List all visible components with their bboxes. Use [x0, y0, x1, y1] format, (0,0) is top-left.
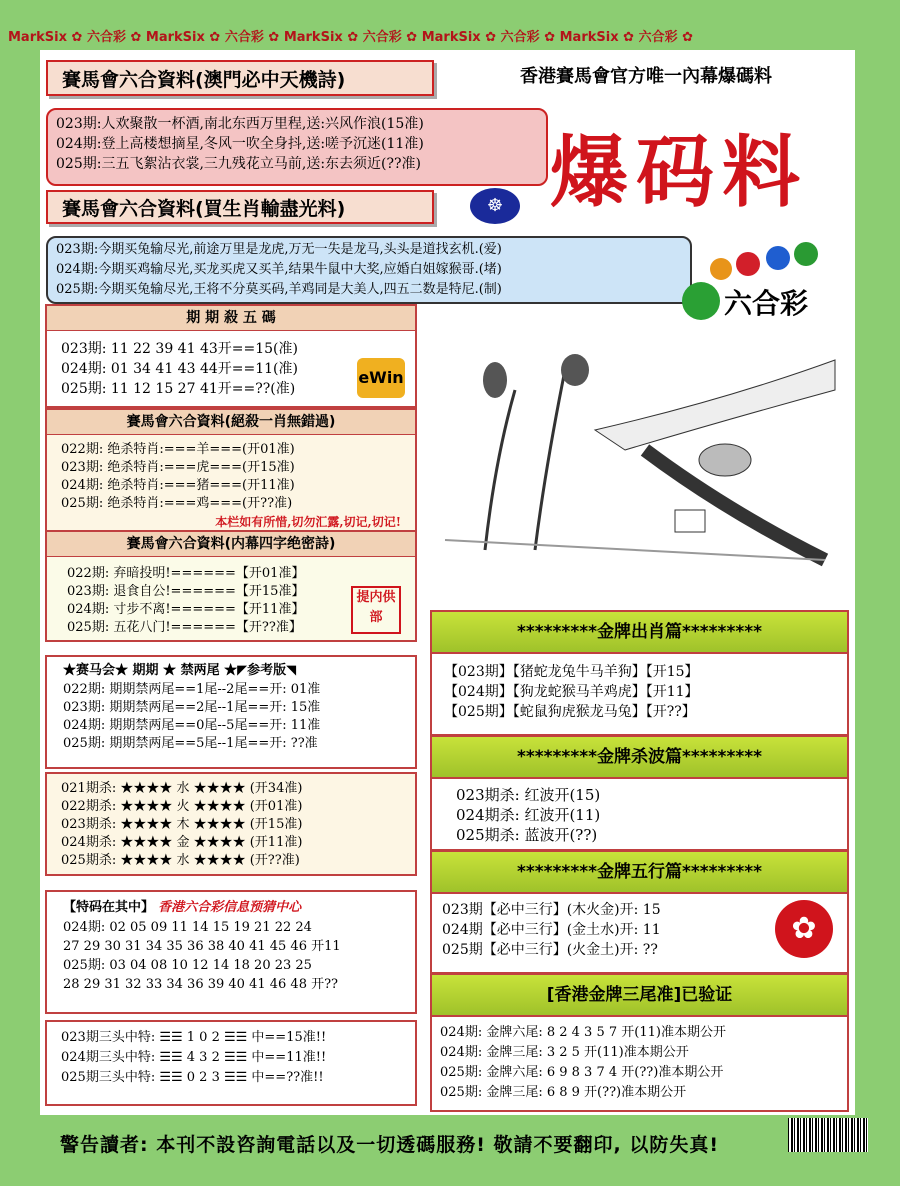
four-char-line: 023期: 退食自公!======【开15准】 [67, 584, 305, 599]
kill-zodiac-note: 本栏如有所惜,切勿汇露,切记,切记! [215, 515, 401, 529]
gold-element-section [430, 850, 849, 974]
kill-zodiac-line: 024期: 绝杀特肖:===猪===(开11准) [61, 478, 295, 493]
big-title: 爆码料 [550, 128, 809, 218]
tail-ban-line: 022期: 期期禁两尾==1尾--2尾==开: 01准 [63, 682, 321, 697]
special-line: 27 29 30 31 34 35 36 38 40 41 45 46 开11 [63, 939, 341, 954]
illustration-image [425, 310, 845, 590]
kill5-line: 024期: 01 34 41 43 44开==11(准) [61, 361, 298, 377]
gold-wave-line: 023期杀: 红波开(15) [456, 786, 601, 804]
poem-line: 025期:三五飞絮沾衣裳,三九残花立马前,送:东去须近(??准) [56, 156, 421, 172]
gold-wave-line: 025期杀: 蓝波开(??) [456, 826, 598, 844]
gold-tail-section [430, 973, 849, 1112]
four-char-line: 022期: 弃暗投明!======【开01准】 [67, 566, 305, 581]
four-char-head: 賽馬會六合資料(内幕四字绝密詩) [47, 532, 415, 557]
kill-zodiac-line: 022期: 绝杀特肖:===羊===(开01准) [61, 442, 295, 457]
banner-title-1: 賽馬會六合資料(澳門必中天機詩) [46, 60, 434, 96]
kill5-line: 025期: 11 12 15 27 41开==??(准) [61, 381, 296, 397]
kill5-line: 023期: 11 22 39 41 43开==15(准) [61, 341, 298, 357]
four-char-line: 024期: 寸步不离!======【开11准】 [67, 602, 305, 617]
kill-zodiac-head: 賽馬會六合資料(絕殺一肖無錯過) [47, 410, 415, 435]
gold-zodiac-section [430, 610, 849, 736]
special-head: 【特码在其中】 [63, 900, 155, 915]
three-head-line: 023期三头中特: ☰☰ 1 0 2 ☰☰ 中==15准!! [61, 1030, 327, 1045]
gold-zodiac-head: *********金牌出肖篇********* [432, 612, 847, 654]
gold-wave-head: *********金牌杀波篇********* [432, 737, 847, 779]
four-char-line: 025期: 五花八门!======【开??准】 [67, 620, 302, 635]
kill5-section [45, 304, 417, 408]
tail-ban-head: ★赛马会★ 期期 ★ 禁两尾 ★◤参考版◥ [63, 663, 297, 678]
gold-wave-line: 024期杀: 红波开(11) [456, 806, 601, 824]
bauhinia-emblem-icon: ✿ [775, 900, 833, 958]
barcode [788, 1118, 868, 1152]
kill-zodiac-section [45, 408, 417, 532]
element-kill-line: 025期杀: ★★★★ 水 ★★★★ (开??准) [61, 853, 300, 868]
internal-stamp: 提内供部 [351, 586, 401, 634]
gold-wave-section [430, 735, 849, 851]
ewin-badge: eWin [357, 358, 405, 398]
three-head-line: 024期三头中特: ☰☰ 4 3 2 ☰☰ 中==11准!! [61, 1050, 327, 1065]
tail-ban-section [45, 655, 417, 769]
zodiac-line: 023期:今期买兔输尽光,前途万里是龙虎,万无一失是龙马,头头是道找玄机.(爱) [56, 242, 502, 257]
tail-ban-line: 025期: 期期禁两尾==5尾--1尾==开: ??准 [63, 736, 318, 751]
special-line: 024期: 02 05 09 11 14 15 19 21 22 24 [63, 920, 312, 935]
element-kill-line: 022期杀: ★★★★ 火 ★★★★ (开01准) [61, 799, 303, 814]
special-section [45, 890, 417, 1014]
special-line: 28 29 31 32 33 34 36 39 40 41 46 48 开?? [63, 977, 339, 992]
banner-title-2: 賽馬會六合資料(買生肖輸盡光料) [46, 190, 434, 224]
zodiac-box [46, 236, 692, 304]
element-kill-section [45, 772, 417, 876]
gold-tail-line: 025期: 金牌六尾: 6 9 8 3 7 4 开(??)准本期公开 [440, 1065, 724, 1080]
zodiac-line: 024期:今期买鸡输尽光,买龙买虎又买羊,结果牛鼠中大奖,应婚白姐嫁猴哥.(堵) [56, 262, 502, 277]
gold-zodiac-line: 【025期】【蛇鼠狗虎猴龙马兔】【开??】 [444, 704, 696, 720]
gold-element-line: 025期【必中三行】(火金土)开: ?? [442, 942, 658, 958]
tagline: 香港賽馬會官方唯一內幕爆碼料 [520, 66, 772, 87]
warning-text: 警告讀者: 本刊不設咨詢電話以及一切透碼服務! 敬請不要翻印, 以防失真! [60, 1134, 719, 1156]
kill-zodiac-line: 023期: 绝杀特肖:===虎===(开15准) [61, 460, 295, 475]
three-head-line: 025期三头中特: ☰☰ 0 2 3 ☰☰ 中==??准!! [61, 1070, 324, 1085]
gold-element-line: 024期【必中三行】(金土水)开: 11 [442, 922, 661, 938]
element-kill-line: 024期杀: ★★★★ 金 ★★★★ (开11准) [61, 835, 303, 850]
kill-zodiac-line: 025期: 绝杀特肖:===鸡===(开??准) [61, 496, 293, 511]
poem-line: 023期:人欢聚散一杯酒,南北东西万里程,送:兴风作浪(15准) [56, 116, 424, 132]
poems-box [46, 108, 548, 186]
kill5-head: 期 期 殺 五 碼 [47, 306, 415, 331]
gold-tail-line: 024期: 金牌六尾: 8 2 4 3 5 7 开(11)准本期公开 [440, 1025, 726, 1040]
zodiac-line: 025期:今期买兔输尽光,王将不分莫买码,羊鸡同是大美人,四五二数是特尼.(制) [56, 282, 502, 297]
hkjc-logo-icon: ☸ [470, 188, 520, 224]
gold-tail-line: 024期: 金牌三尾: 3 2 5 开(11)准本期公开 [440, 1045, 689, 1060]
border-top-brand: MarkSix ✿ 六合彩 ✿ MarkSix ✿ 六合彩 ✿ MarkSix ✿ 六合彩 ✿ MarkSix ✿ 六合彩 ✿ MarkSix ✿ 六合彩 ✿ [8, 30, 693, 45]
tail-ban-line: 023期: 期期禁两尾==2尾--1尾==开: 15准 [63, 700, 321, 715]
special-center: 香港六合彩信息预猜中心 [158, 900, 302, 915]
special-line: 025期: 03 04 08 10 12 14 18 20 23 25 [63, 958, 312, 973]
element-kill-line: 023期杀: ★★★★ 木 ★★★★ (开15准) [61, 817, 303, 832]
gold-tail-head: [香港金牌三尾准]已验证 [432, 975, 847, 1017]
poem-line: 024期:登上高楼想摘星,冬风一吹全身抖,送:嗟予沉迷(11准) [56, 136, 424, 152]
gold-tail-line: 025期: 金牌三尾: 6 8 9 开(??)准本期公开 [440, 1085, 687, 1100]
three-head-section [45, 1020, 417, 1106]
element-kill-line: 021期杀: ★★★★ 水 ★★★★ (开34准) [61, 781, 303, 796]
gold-element-head: *********金牌五行篇********* [432, 852, 847, 894]
lhc-logo-text: 六合彩 [724, 287, 809, 320]
gold-zodiac-line: 【024期】【狗龙蛇猴马羊鸡虎】【开11】 [444, 684, 699, 700]
four-char-section [45, 530, 417, 642]
gold-element-line: 023期【必中三行】(木火金)开: 15 [442, 902, 661, 918]
tail-ban-line: 024期: 期期禁两尾==0尾--5尾==开: 11准 [63, 718, 321, 733]
gold-zodiac-line: 【023期】【猪蛇龙兔牛马羊狗】【开15】 [444, 664, 699, 680]
